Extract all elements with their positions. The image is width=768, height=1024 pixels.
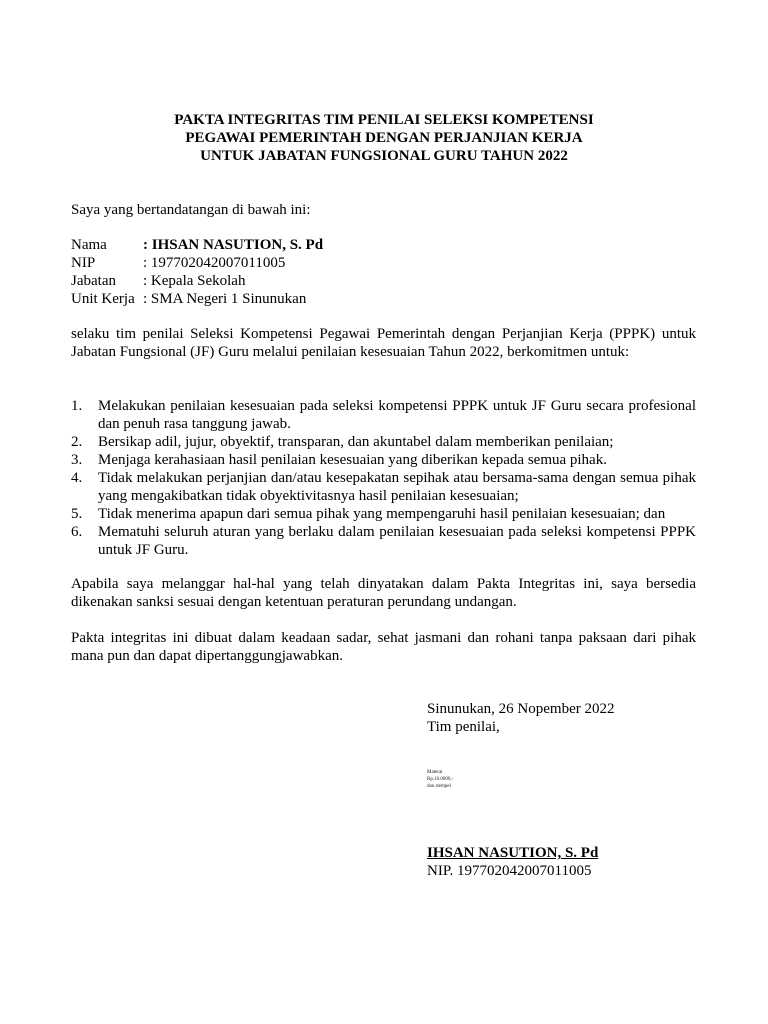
list-item	[71, 451, 696, 469]
materai-line-2: Rp.10.0000,-	[427, 777, 454, 782]
signer-nip: NIP. 197702042007011005	[427, 863, 592, 879]
signer-name: IHSAN NASUTION, S. Pd	[427, 845, 599, 861]
materai-placeholder	[427, 769, 453, 790]
title-line-3: UNTUK JABATAN FUNGSIONAL GURU TAHUN 2022	[200, 148, 568, 164]
materai-line-1: Materai	[427, 770, 443, 775]
list-item	[71, 397, 696, 433]
place-date: Sinunukan, 26 Nopember 2022	[427, 701, 615, 717]
list-item	[71, 433, 696, 451]
nama-label: Nama	[71, 237, 107, 253]
document-title	[0, 111, 768, 165]
commitment-list	[71, 397, 696, 559]
list-item-text: Melakukan penilaian kesesuaian pada seleksi kompetensi PPPK untuk JF Guru secara profesional dan penuh rasa tanggung jawab.	[98, 398, 696, 432]
identity-row-jabatan	[71, 272, 323, 290]
list-item-number: 2.	[71, 434, 83, 450]
intro-text: Saya yang bertandatangan di bawah ini:	[71, 202, 311, 218]
identity-block	[71, 236, 323, 308]
signer-role: Tim penilai,	[427, 719, 500, 735]
identity-row-unit	[71, 290, 323, 308]
unit-label: Unit Kerja	[71, 291, 135, 307]
title-line-1: PAKTA INTEGRITAS TIM PENILAI SELEKSI KOMPETENSI	[174, 112, 594, 128]
jabatan-label: Jabatan	[71, 273, 116, 289]
list-item	[71, 523, 696, 559]
nip-value: : 197702042007011005	[143, 255, 286, 271]
identity-row-nip	[71, 254, 323, 272]
list-item-number: 4.	[71, 470, 83, 486]
list-item-number: 1.	[71, 398, 83, 414]
list-item-number: 6.	[71, 524, 83, 540]
list-item-text: Tidak melakukan perjanjian dan/atau kesepakatan sepihak atau bersama-sama dengan semua pihak yang mengakibatkan tidak obyektivitasnya hasil penilaian kesesuaian;	[98, 470, 696, 504]
jabatan-value: : Kepala Sekolah	[143, 273, 246, 289]
nama-value: : IHSAN NASUTION, S. Pd	[143, 237, 324, 253]
list-item-number: 3.	[71, 452, 83, 468]
list-item-text: Mematuhi seluruh aturan yang berlaku dalam penilaian kesesuaian pada seleksi kompetensi PPPK untuk JF Guru.	[98, 524, 696, 558]
materai-line-3: dan stempel	[427, 784, 452, 789]
list-item	[71, 469, 696, 505]
nip-label: NIP	[71, 255, 96, 271]
sanction-paragraph: Apabila saya melanggar hal-hal yang telah dinyatakan dalam Pakta Integritas ini, saya bersedia dikenakan sanksi sesuai dengan ketentuan peraturan perundang undangan.	[71, 576, 696, 610]
declaration-paragraph: Pakta integritas ini dibuat dalam keadaan sadar, sehat jasmani dan rohani tanpa paksaan dari pihak mana pun dan dapat dipertanggungjawabkan.	[71, 630, 696, 664]
unit-value: : SMA Negeri 1 Sinunukan	[143, 291, 307, 307]
list-item-text: Tidak menerima apapun dari semua pihak yang mempengaruhi hasil penilaian kesesuaian; dan	[98, 506, 666, 522]
list-item-text: Menjaga kerahasiaan hasil penilaian kesesuaian yang diberikan kepada semua pihak.	[98, 452, 607, 468]
title-line-2: PEGAWAI PEMERINTAH DENGAN PERJANJIAN KERJA	[185, 130, 583, 146]
commitment-intro-paragraph: selaku tim penilai Seleksi Kompetensi Pegawai Pemerintah dengan Perjanjian Kerja (PPPK) untuk Jabatan Fungsional (JF) Guru melalui penilaian kesesuaian Tahun 2022, berkomitmen untuk:	[71, 326, 696, 360]
identity-row-nama	[71, 236, 323, 254]
list-item-number: 5.	[71, 506, 83, 522]
list-item	[71, 505, 696, 523]
list-item-text: Bersikap adil, jujur, obyektif, transparan, dan akuntabel dalam memberikan penilaian;	[98, 434, 614, 450]
